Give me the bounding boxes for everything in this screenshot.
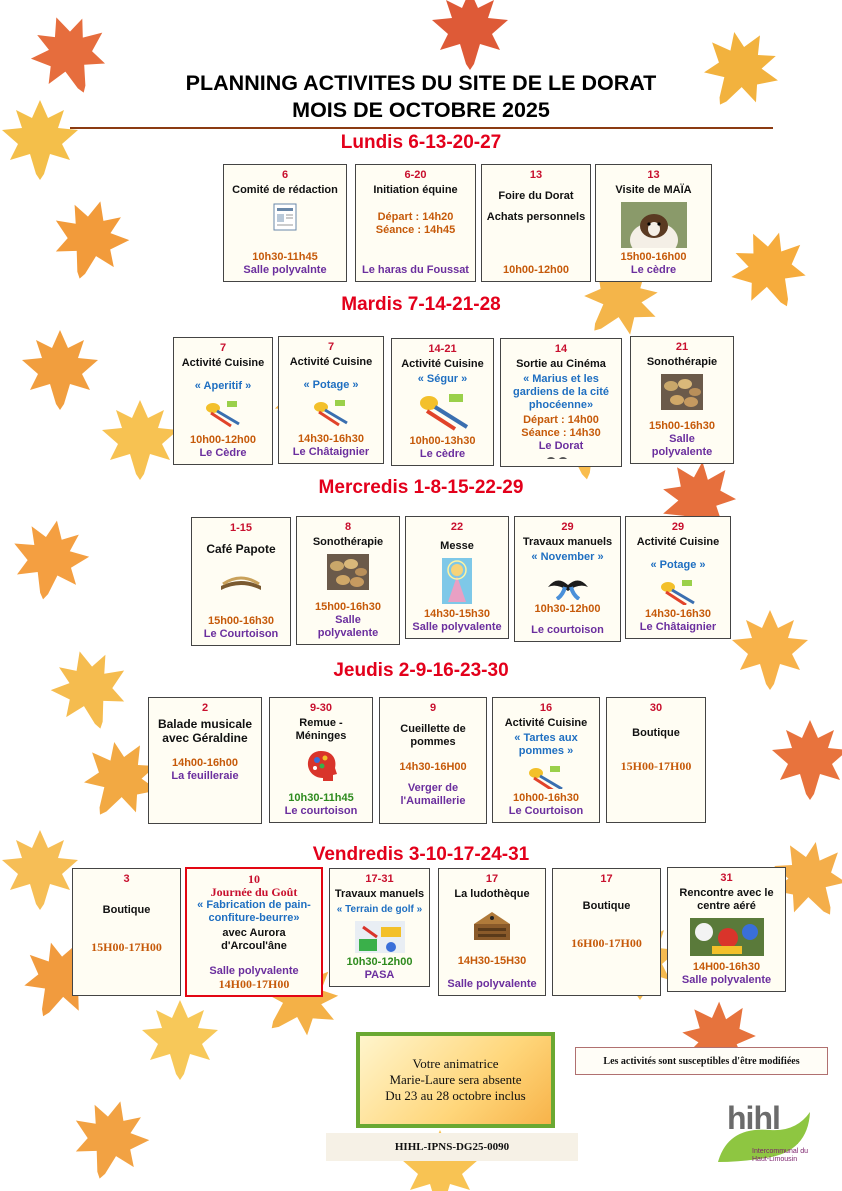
kitchen-utensils-icon — [201, 398, 245, 428]
card-place: Salle polyvalente — [317, 614, 379, 639]
activity-card — [595, 164, 712, 282]
card-time: 14h30-16H00 — [399, 761, 467, 773]
crafts-icon — [355, 921, 405, 953]
card-time: 10h30-12h00 — [346, 956, 413, 968]
card-time: 10h30-11h45 — [252, 251, 318, 263]
singing-bowls-icon — [661, 374, 703, 410]
card-title: Activité Cuisine — [401, 358, 484, 370]
activity-card-highlighted — [185, 867, 323, 997]
card-time: 10h00-13h30 — [409, 435, 476, 447]
religious-image-icon — [442, 558, 472, 604]
card-time: 16H00-17H00 — [571, 936, 642, 950]
card-date: 17-31 — [365, 873, 394, 885]
card-subtitle: « November » — [531, 551, 604, 563]
card-place: Salle polyvalente — [681, 974, 772, 986]
card-place: La feuilleraie — [171, 770, 239, 782]
page-subtitle: MOIS DE OCTOBRE 2025 — [292, 98, 550, 122]
notice-line: Votre animatrice — [412, 1056, 499, 1071]
logo-subline: Intercommunal du Haut-Limousin — [752, 1148, 809, 1163]
card-date: 13 — [529, 169, 543, 181]
card-title: Foire du Dorat — [498, 190, 574, 202]
brain-head-icon — [303, 748, 339, 784]
activity-card — [269, 697, 373, 823]
card-time: 15h00-16h30 — [207, 615, 275, 627]
card-title: Remue - Méninges — [295, 717, 347, 742]
card-date: 6 — [281, 169, 289, 181]
card-subtitle: Achats personnels — [486, 211, 586, 223]
activity-card — [492, 697, 600, 823]
title-divider — [70, 127, 773, 129]
card-title: Messe — [440, 540, 474, 552]
card-place: Le Dorat — [538, 440, 584, 452]
card-place: Le cèdre — [419, 448, 466, 460]
card-place: Salle polyvalente — [412, 621, 502, 633]
card-place: Le Châtaignier — [639, 621, 717, 633]
card-date: 9-30 — [309, 702, 333, 714]
card-title: Boutique — [632, 727, 680, 739]
activity-card — [379, 697, 487, 824]
card-title: Activité Cuisine — [504, 717, 588, 729]
document-reference: HIHL-IPNS-DG25-0090 — [326, 1133, 578, 1161]
toys-photo-icon — [690, 918, 764, 956]
activity-card — [405, 516, 509, 639]
card-departure: Départ : 14h00 — [523, 414, 599, 426]
activity-card — [278, 336, 384, 464]
card-title: Travaux manuels — [334, 888, 425, 900]
absence-notice — [356, 1032, 555, 1128]
card-date: 17 — [485, 873, 499, 885]
activity-card — [438, 868, 546, 996]
card-title: Travaux manuels — [522, 536, 613, 548]
mustache-ribbon-icon — [543, 569, 593, 600]
card-date: 1-15 — [229, 522, 253, 534]
card-title: Café Papote — [206, 542, 276, 556]
activity-card — [630, 336, 734, 464]
activity-card — [481, 164, 591, 282]
card-time: 15h00-16h30 — [314, 601, 382, 613]
activity-card — [296, 516, 400, 645]
activity-card — [391, 338, 494, 466]
card-title: Activité Cuisine — [289, 356, 373, 368]
card-time: 14H00-17H00 — [218, 977, 290, 991]
card-place: Salle polyvalente — [651, 433, 713, 458]
card-place: Salle polyvalente — [447, 978, 537, 990]
notice-line: Du 23 au 28 octobre inclus — [385, 1088, 526, 1103]
card-title: Journée du Goût — [210, 885, 298, 899]
card-time: 10h30-11h45 — [288, 792, 354, 804]
card-time: 10h00-12h00 — [502, 264, 570, 276]
card-subtitle: « Ségur » — [417, 373, 468, 385]
card-date: 7 — [219, 342, 227, 354]
card-date: 29 — [561, 521, 574, 533]
card-title: Activité Cuisine — [636, 536, 720, 548]
card-subtitle: « Potage » — [303, 379, 359, 391]
kitchen-utensils-icon — [524, 763, 568, 789]
card-subtitle: « Marius et les gardiens de la cité phocéenne» — [513, 373, 609, 411]
logo-hopital: Hôpital — [752, 1133, 800, 1147]
card-time: 14H30-15H30 — [457, 955, 527, 967]
card-date: 22 — [450, 521, 464, 533]
card-date: 7 — [327, 341, 335, 353]
singing-bowls-icon — [327, 554, 369, 590]
card-date: 16 — [539, 702, 553, 714]
activity-card — [606, 697, 706, 823]
card-place: Le courtoison — [284, 805, 358, 817]
card-title: La ludothèque — [454, 888, 530, 900]
card-title: Comité de rédaction — [232, 184, 338, 196]
kitchen-utensils-icon — [656, 577, 700, 605]
film-camera-icon — [541, 456, 581, 459]
day-heading-mardis: Mardis 7-14-21-28 — [341, 294, 501, 315]
card-place: Le Courtoison — [203, 628, 279, 640]
card-place: Le Châtaignier — [292, 446, 370, 458]
card-subtitle: « Aperitif » — [194, 380, 252, 392]
card-date: 9 — [429, 702, 437, 714]
card-date: 29 — [671, 521, 685, 533]
card-title: Activité Cuisine — [181, 357, 265, 369]
page-header — [0, 70, 842, 124]
notice-line: Marie-Laure sera absente — [389, 1072, 522, 1087]
changes-disclaimer: Les activités sont susceptibles d'être modifiées — [575, 1047, 828, 1075]
activity-card — [191, 517, 291, 646]
card-title: Cueillette de pommes — [400, 723, 466, 748]
card-date: 8 — [344, 521, 352, 533]
card-title: Sonothérapie — [312, 536, 384, 548]
card-place: Salle polyvalnte — [243, 264, 327, 276]
logo-brand: hihl — [727, 1100, 780, 1136]
book-icon — [217, 568, 265, 594]
card-date: 3 — [123, 873, 130, 885]
activity-card — [552, 868, 661, 996]
dog-photo-icon — [621, 202, 687, 248]
card-place: Le Cèdre — [199, 447, 247, 459]
activity-card — [148, 697, 262, 824]
activity-card — [514, 516, 621, 642]
day-heading-lundis: Lundis 6-13-20-27 — [340, 132, 502, 153]
hihl-logo — [718, 1100, 818, 1172]
activity-card — [72, 868, 181, 996]
card-time: 14h30-16h30 — [297, 433, 365, 445]
card-date: 13 — [647, 169, 660, 181]
card-time: 15h00-16h30 — [648, 420, 716, 432]
activity-card — [667, 867, 786, 992]
card-time: 14h30-16h30 — [644, 608, 712, 620]
card-subtitle: « Terrain de golf » — [336, 904, 423, 915]
card-session: Séance : 14h30 — [521, 427, 601, 439]
card-time: 15H00-17H00 — [620, 759, 692, 773]
card-subtitle: « Fabrication de pain-confiture-beurre» — [197, 899, 311, 924]
card-place: PASA — [364, 969, 395, 981]
card-guest: avec Aurora d'Arcoul'âne — [221, 927, 287, 952]
card-title: Sonothérapie — [646, 356, 718, 368]
page-title: PLANNING ACTIVITES DU SITE DE LE DORAT — [185, 71, 657, 95]
card-place: Salle polyvalente — [209, 965, 299, 977]
card-title: Rencontre avec le centre aéré — [679, 887, 774, 912]
card-session: Séance : 14h45 — [375, 224, 456, 236]
card-title: Initiation équine — [373, 184, 458, 196]
card-time: 15H00-17H00 — [91, 940, 162, 954]
card-place: Verger de l'Aumaillerie — [400, 782, 466, 807]
card-date: 10 — [248, 872, 260, 886]
activity-card — [223, 164, 347, 282]
card-time: 10h00-12h00 — [189, 434, 257, 446]
card-time: 10h00-16h30 — [512, 792, 580, 804]
card-subtitle: « Tartes aux pommes » — [514, 732, 578, 757]
card-departure: Départ : 14h20 — [377, 211, 454, 223]
card-time: 14h30-15h30 — [423, 608, 491, 620]
card-subtitle: « Potage » — [650, 558, 706, 571]
activity-card — [625, 516, 731, 639]
newspaper-icon — [272, 202, 298, 232]
card-title: Sortie au Cinéma — [516, 358, 606, 370]
card-title: Visite de MAÏA — [615, 184, 692, 196]
card-date: 2 — [201, 702, 209, 714]
card-title: Boutique — [582, 900, 631, 912]
activity-card — [329, 868, 430, 987]
activity-card — [355, 164, 476, 282]
card-place: Le haras du Foussat — [362, 264, 469, 276]
card-title: Balade musicale avec Géraldine — [157, 717, 253, 745]
day-heading-mercredis: Mercredis 1-8-15-22-29 — [318, 477, 524, 498]
card-place: Le courtoison — [531, 624, 604, 636]
card-place: Le cèdre — [630, 264, 677, 276]
card-date: 31 — [720, 872, 733, 884]
card-title: Boutique — [102, 904, 151, 916]
day-heading-jeudis: Jeudis 2-9-16-23-30 — [333, 660, 509, 681]
card-time: 14H00-16h30 — [692, 961, 761, 973]
card-date: 17 — [600, 873, 613, 885]
card-place: Le Courtoison — [508, 805, 584, 817]
card-time: 10h30-12h00 — [534, 603, 601, 616]
activity-card — [500, 338, 622, 467]
kitchen-utensils-icon — [413, 391, 473, 431]
card-date: 30 — [649, 702, 663, 714]
card-date: 14-21 — [428, 343, 457, 355]
card-time: 15h00-16h00 — [620, 251, 687, 263]
card-date: 21 — [675, 341, 689, 353]
board-games-icon — [472, 906, 512, 942]
card-date: 14 — [554, 343, 568, 355]
activity-card — [173, 337, 273, 465]
card-date: 6-20 — [404, 169, 427, 181]
day-heading-vendredis: Vendredis 3-10-17-24-31 — [312, 844, 530, 865]
card-time: 14h00-16h00 — [171, 757, 239, 769]
kitchen-utensils-icon — [309, 397, 353, 427]
